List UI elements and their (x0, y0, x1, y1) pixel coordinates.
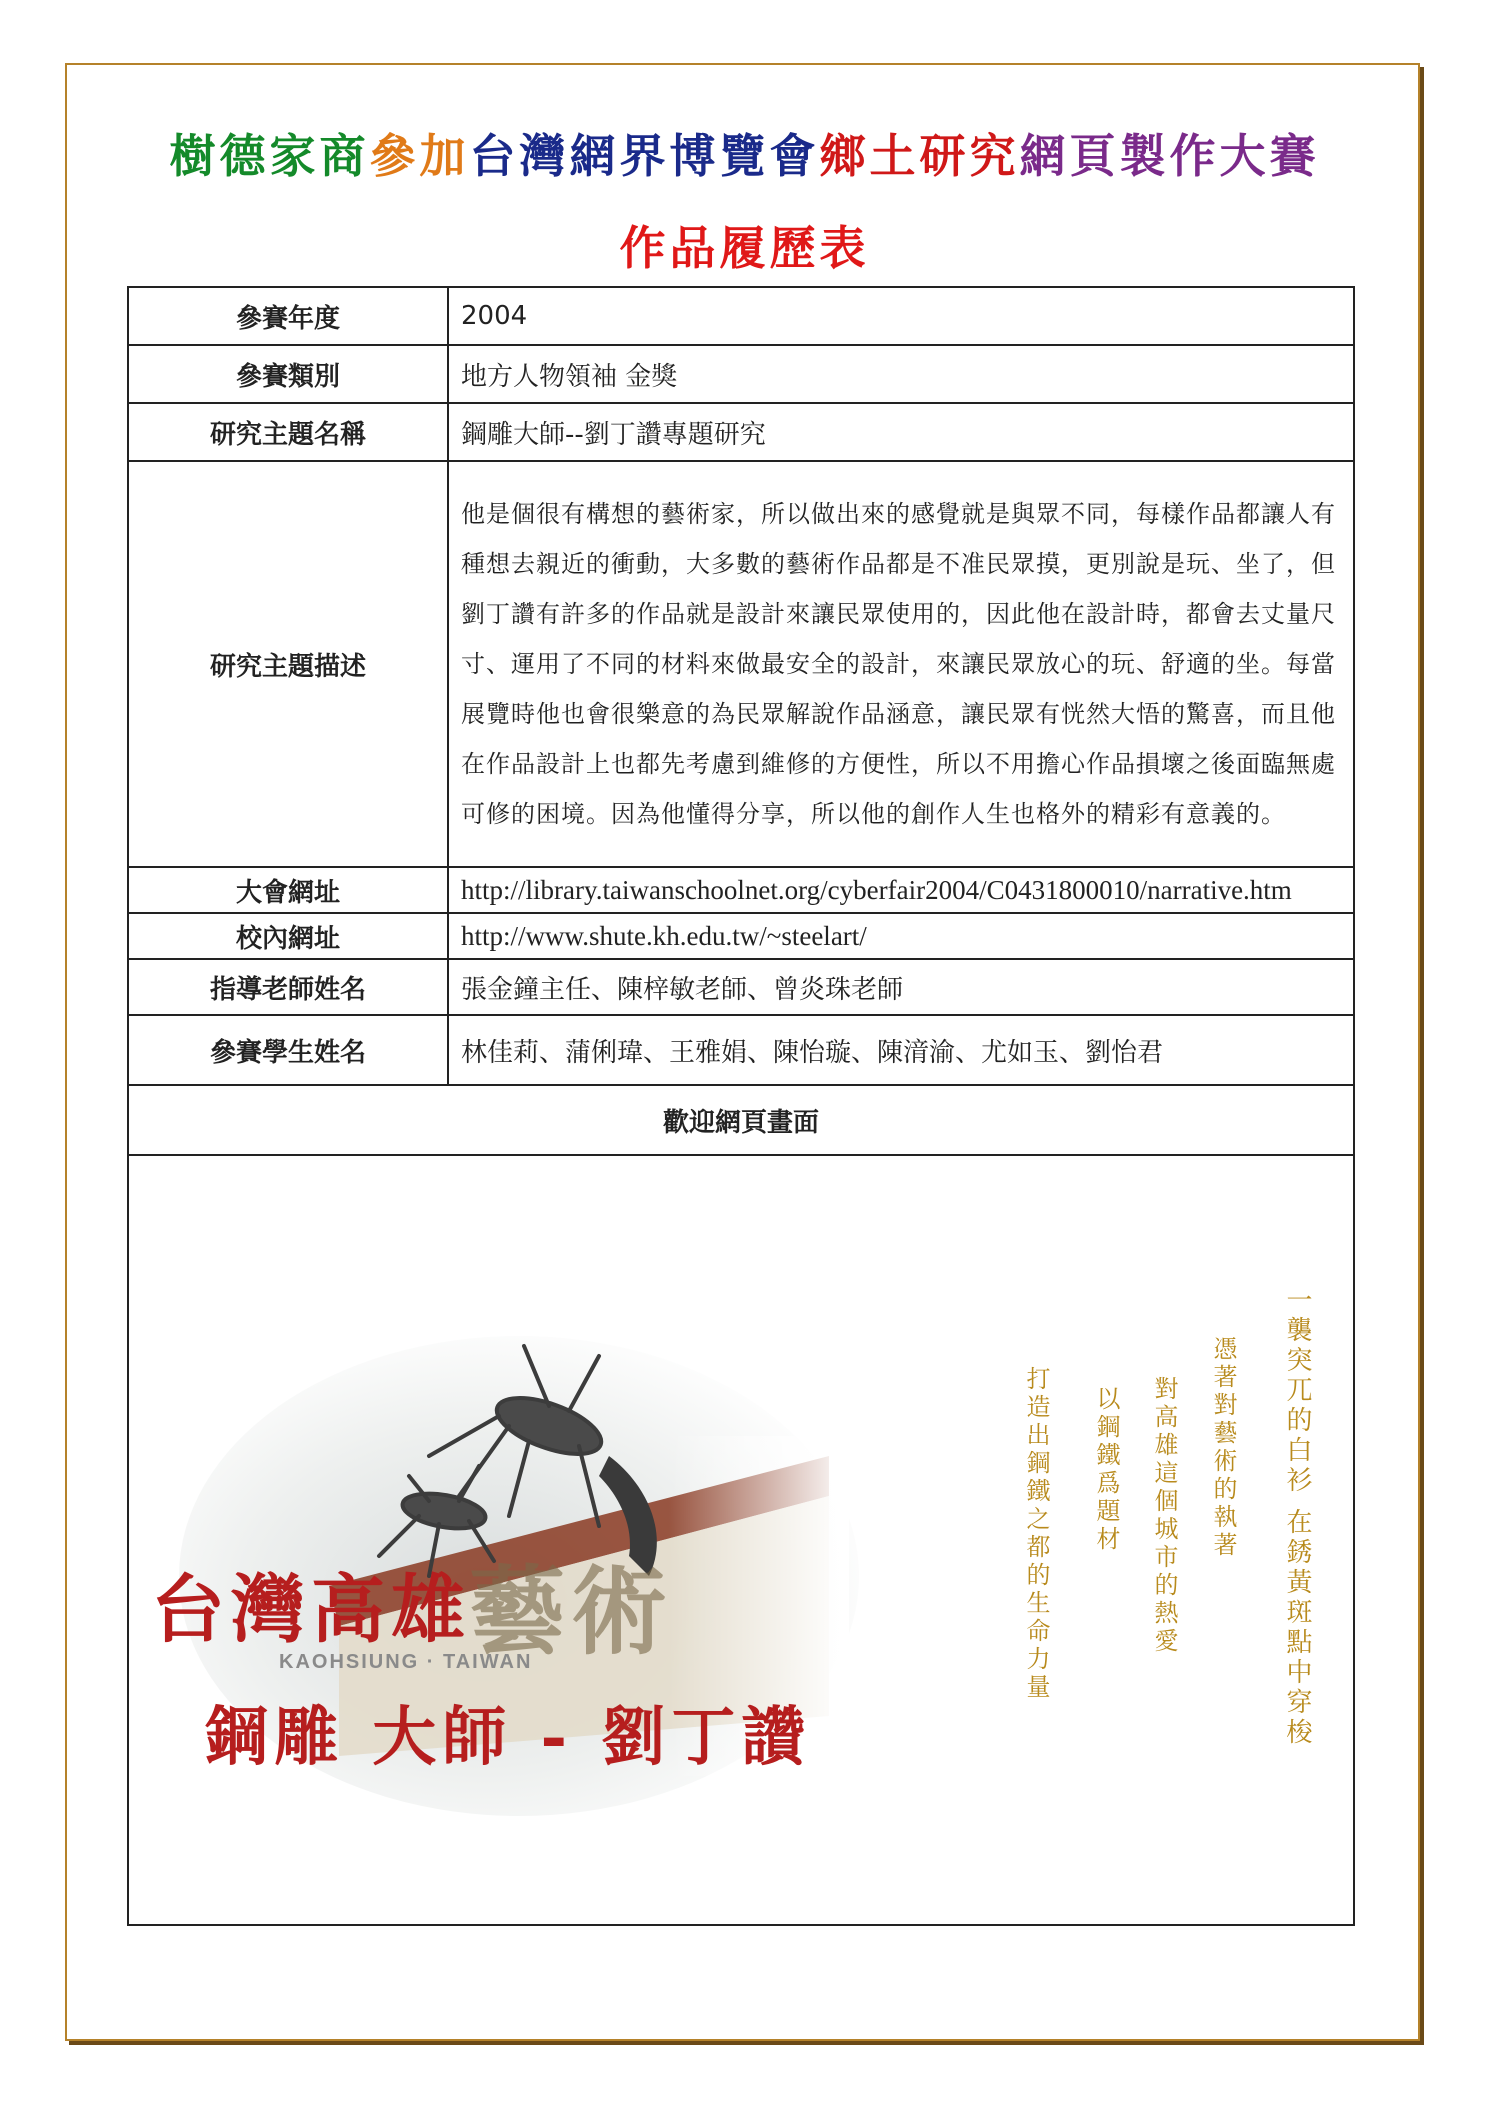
banner-poem-line: 以鋼鐵爲題材 (1092, 1386, 1120, 1554)
label-category: 參賽類別 (128, 345, 448, 403)
welcome-image-cell (128, 1155, 1354, 1925)
banner-poem-line: 一襲突兀的白衫 在銹黃斑點中穿梭 (1282, 1286, 1312, 1749)
banner-poem-line: 打造出鋼鐵之都的生命力量 (1022, 1366, 1050, 1702)
value-teachers: 張金鐘主任、陳梓敏老師、曾炎珠老師 (448, 959, 1354, 1015)
value-description: 他是個很有構想的藝術家，所以做出來的感覺就是與眾不同，每樣作品都讓人有種想去親近的衝動，大多數的藝術作品都是不准民眾摸，更別說是玩、坐了，但劉丁讚有許多的作品就是設計來讓民眾使用的，因此他在設計時，都會去丈量尺寸、運用了不同的材料來做最安全的設計，來讓民眾放心的玩、舒適的坐。每當展覽時他也會很樂意的為民眾解說作品涵意，讓民眾有恍然大悟的驚喜，而且他在作品設計上也都先考慮到維修的方便性，所以不用擔心作品損壞之後面臨無處可修的困境。因為他懂得分享，所以他的創作人生也格外的精彩有意義的。 (448, 461, 1354, 867)
title-part: 參加 (369, 129, 470, 183)
label-teachers: 指導老師姓名 (128, 959, 448, 1015)
title-part: 網頁製作大賽 (1019, 129, 1320, 183)
value-category: 地方人物領袖 金獎 (448, 345, 1354, 403)
page-subtitle: 作品履歷表 (619, 221, 870, 275)
welcome-heading: 歡迎網頁畫面 (128, 1085, 1354, 1155)
label-school-url: 校內網址 (128, 913, 448, 959)
title-part: 台灣網界博覽會 (469, 129, 820, 183)
banner-overlay-art-text: 藝術 (469, 1555, 673, 1668)
label-students: 參賽學生姓名 (128, 1015, 448, 1085)
label-fair-url: 大會網址 (128, 867, 448, 913)
label-description: 研究主題描述 (128, 461, 448, 867)
resume-table (127, 286, 1355, 1926)
title-part: 樹德家商 (169, 129, 370, 183)
value-students: 林佳莉、蒲俐瑋、王雅娟、陳怡璇、陳湇渝、尤如玉、劉怡君 (448, 1015, 1354, 1085)
value-year: 2004 (448, 287, 1354, 345)
welcome-banner-image (129, 1156, 1353, 1922)
banner-poem-line: 憑著對藝術的執著 (1209, 1336, 1237, 1560)
page-title (0, 120, 1489, 186)
label-topic: 研究主題名稱 (128, 403, 448, 461)
banner-title-line2: 鋼雕 大師 - 劉丁讚 (204, 1700, 812, 1775)
value-topic: 鋼雕大師--劉丁讚專題研究 (448, 403, 1354, 461)
title-part: 鄉土研究 (819, 129, 1020, 183)
value-fair-url: http://library.taiwanschoolnet.org/cyberfair2004/C0431800010/narrative.htm (448, 867, 1354, 913)
banner-poem-line: 對高雄這個城市的熱愛 (1150, 1376, 1178, 1656)
banner-title-line1: 台灣高雄 (151, 1567, 471, 1653)
label-year: 參賽年度 (128, 287, 448, 345)
banner-subline: KAOHSIUNG · TAIWAN (279, 1651, 533, 1673)
value-school-url: http://www.shute.kh.edu.tw/~steelart/ (448, 913, 1354, 959)
